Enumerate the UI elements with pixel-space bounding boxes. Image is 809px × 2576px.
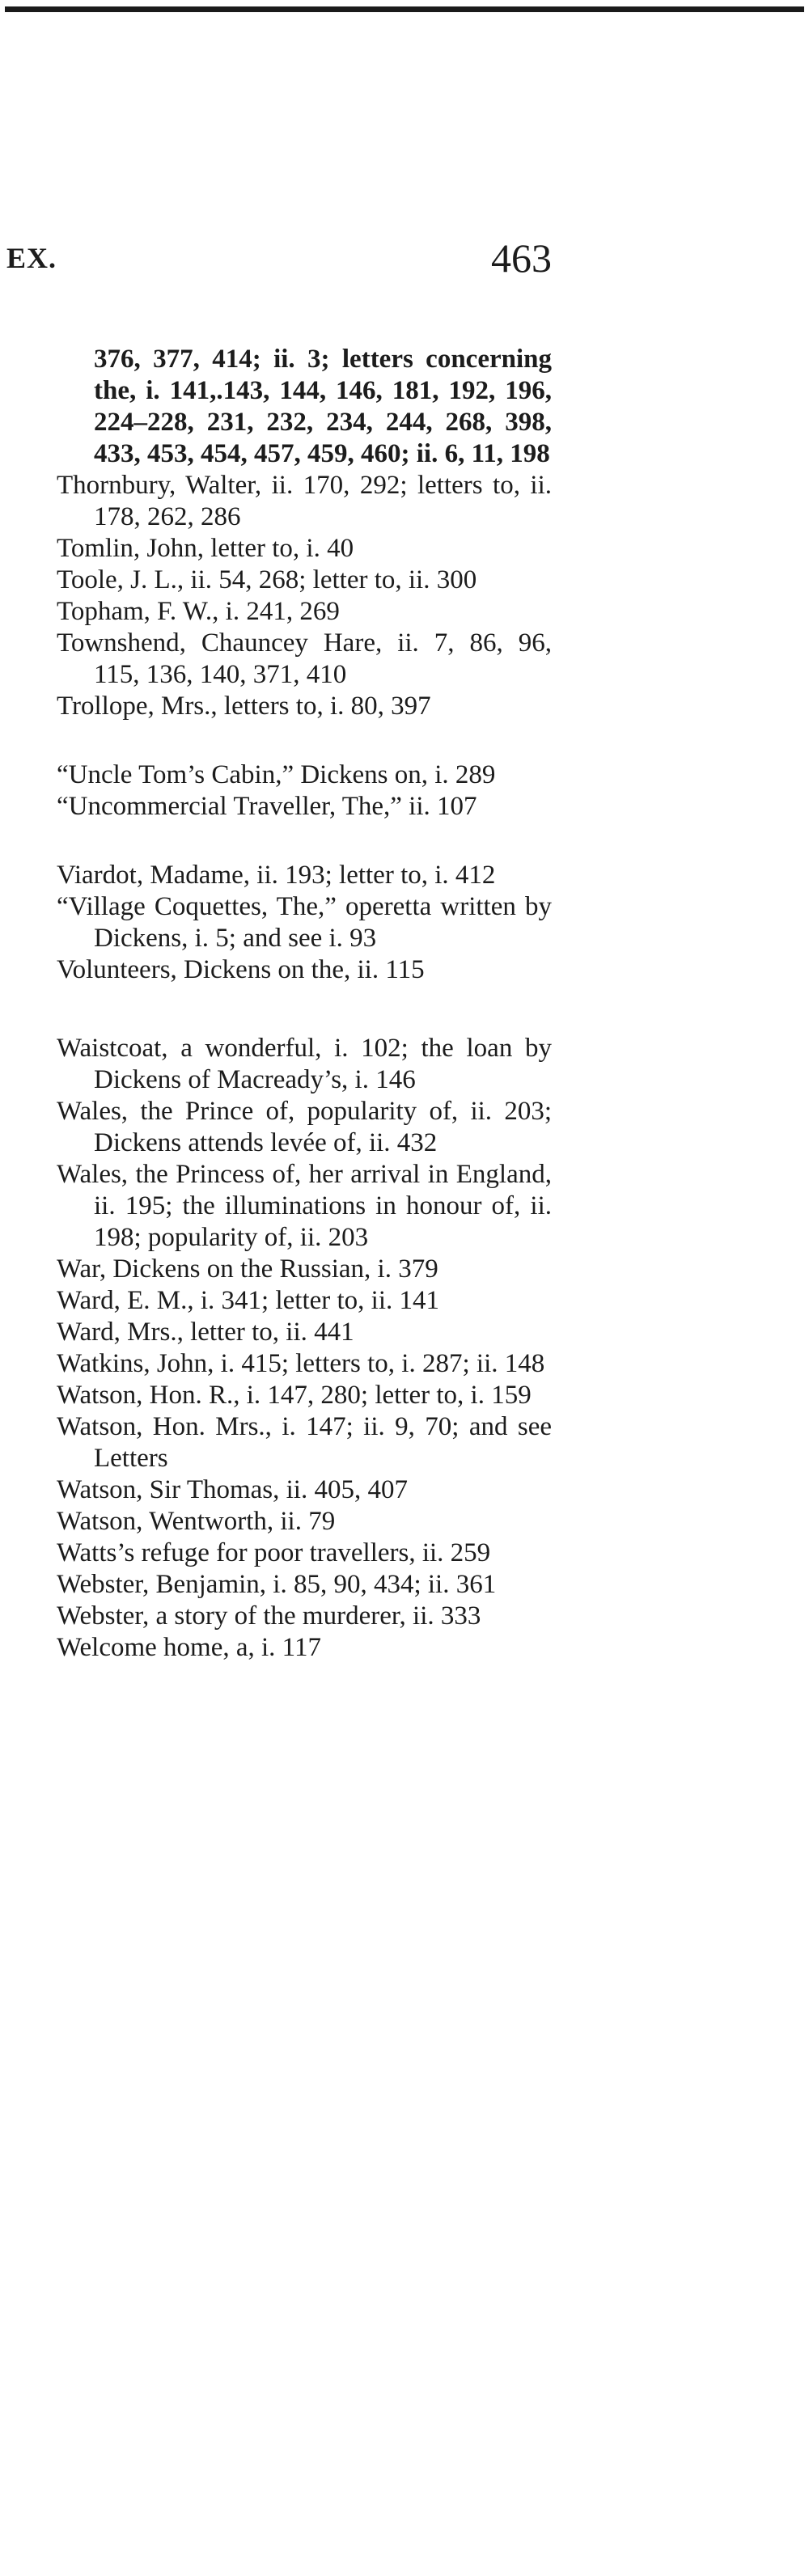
index-entry: 376, 377, 414; ii. 3; letters concerning the, i. 141,.143, 144, 146, 181, 192, 196, 224–228, 231, 232, 234, 244, 268, 398, 433, 453, 454, 457, 459, 460; ii. 6, 11, 198 [94, 345, 552, 468]
letter-gap [57, 823, 552, 860]
letter-gap [57, 722, 552, 759]
index-entry: “Uncommercial Traveller, The,” ii. 107 [57, 792, 477, 821]
index-entry: Tomlin, John, letter to, i. 40 [57, 534, 354, 563]
letter-gap [57, 986, 552, 1033]
index-entry: War, Dickens on the Russian, i. 379 [57, 1254, 438, 1284]
page-number: 463 [491, 235, 552, 281]
index-entry: “Village Coquettes, The,” operetta written by Dickens, i. 5; and see i. 93 [57, 892, 552, 953]
top-rule [5, 6, 804, 12]
index-entry: Welcome home, a, i. 117 [57, 1633, 321, 1662]
index-entry: Watson, Wentworth, ii. 79 [57, 1507, 336, 1536]
index-entry: Watson, Hon. R., i. 147, 280; letter to, i. 159 [57, 1381, 532, 1410]
index-entry: “Uncle Tom’s Cabin,” Dickens on, i. 289 [57, 760, 496, 789]
index-entry: Ward, Mrs., letter to, ii. 441 [57, 1318, 354, 1347]
index-entry: Webster, Benjamin, i. 85, 90, 434; ii. 361 [57, 1570, 497, 1599]
index-entry: Trollope, Mrs., letters to, i. 80, 397 [57, 692, 431, 721]
index-entry: Watson, Sir Thomas, ii. 405, 407 [57, 1475, 408, 1504]
index-entry: Topham, F. W., i. 241, 269 [57, 597, 340, 626]
index-entry: Thornbury, Walter, ii. 170, 292; letters to, ii. 178, 262, 286 [57, 471, 552, 531]
index-entry: Volunteers, Dickens on the, ii. 115 [57, 955, 425, 984]
index-entry: Ward, E. M., i. 341; letter to, ii. 141 [57, 1286, 440, 1315]
index-entry: Waistcoat, a wonderful, i. 102; the loan by Dickens of Macready’s, i. 146 [57, 1034, 552, 1094]
index-entry: Watson, Hon. Mrs., i. 147; ii. 9, 70; and see Letters [57, 1412, 552, 1473]
index-entry: Wales, the Princess of, her arrival in England, ii. 195; the illuminations in honour of, ii. 198; popularity of, ii. 203 [57, 1160, 552, 1252]
index-entry: Viardot, Madame, ii. 193; letter to, i. 412 [57, 861, 496, 890]
index-entry: Webster, a story of the murderer, ii. 333 [57, 1601, 481, 1631]
running-head: EX. [6, 242, 57, 274]
index-entry: Townshend, Chauncey Hare, ii. 7, 86, 96, 115, 136, 140, 371, 410 [57, 628, 552, 689]
index-column [57, 344, 552, 1664]
index-entry: Watts’s refuge for poor travellers, ii. 259 [57, 1538, 491, 1567]
index-entry: Watkins, John, i. 415; letters to, i. 287; ii. 148 [57, 1349, 545, 1378]
index-entry: Wales, the Prince of, popularity of, ii. 203; Dickens attends levée of, ii. 432 [57, 1097, 552, 1157]
index-entry: Toole, J. L., ii. 54, 268; letter to, ii. 300 [57, 565, 477, 594]
